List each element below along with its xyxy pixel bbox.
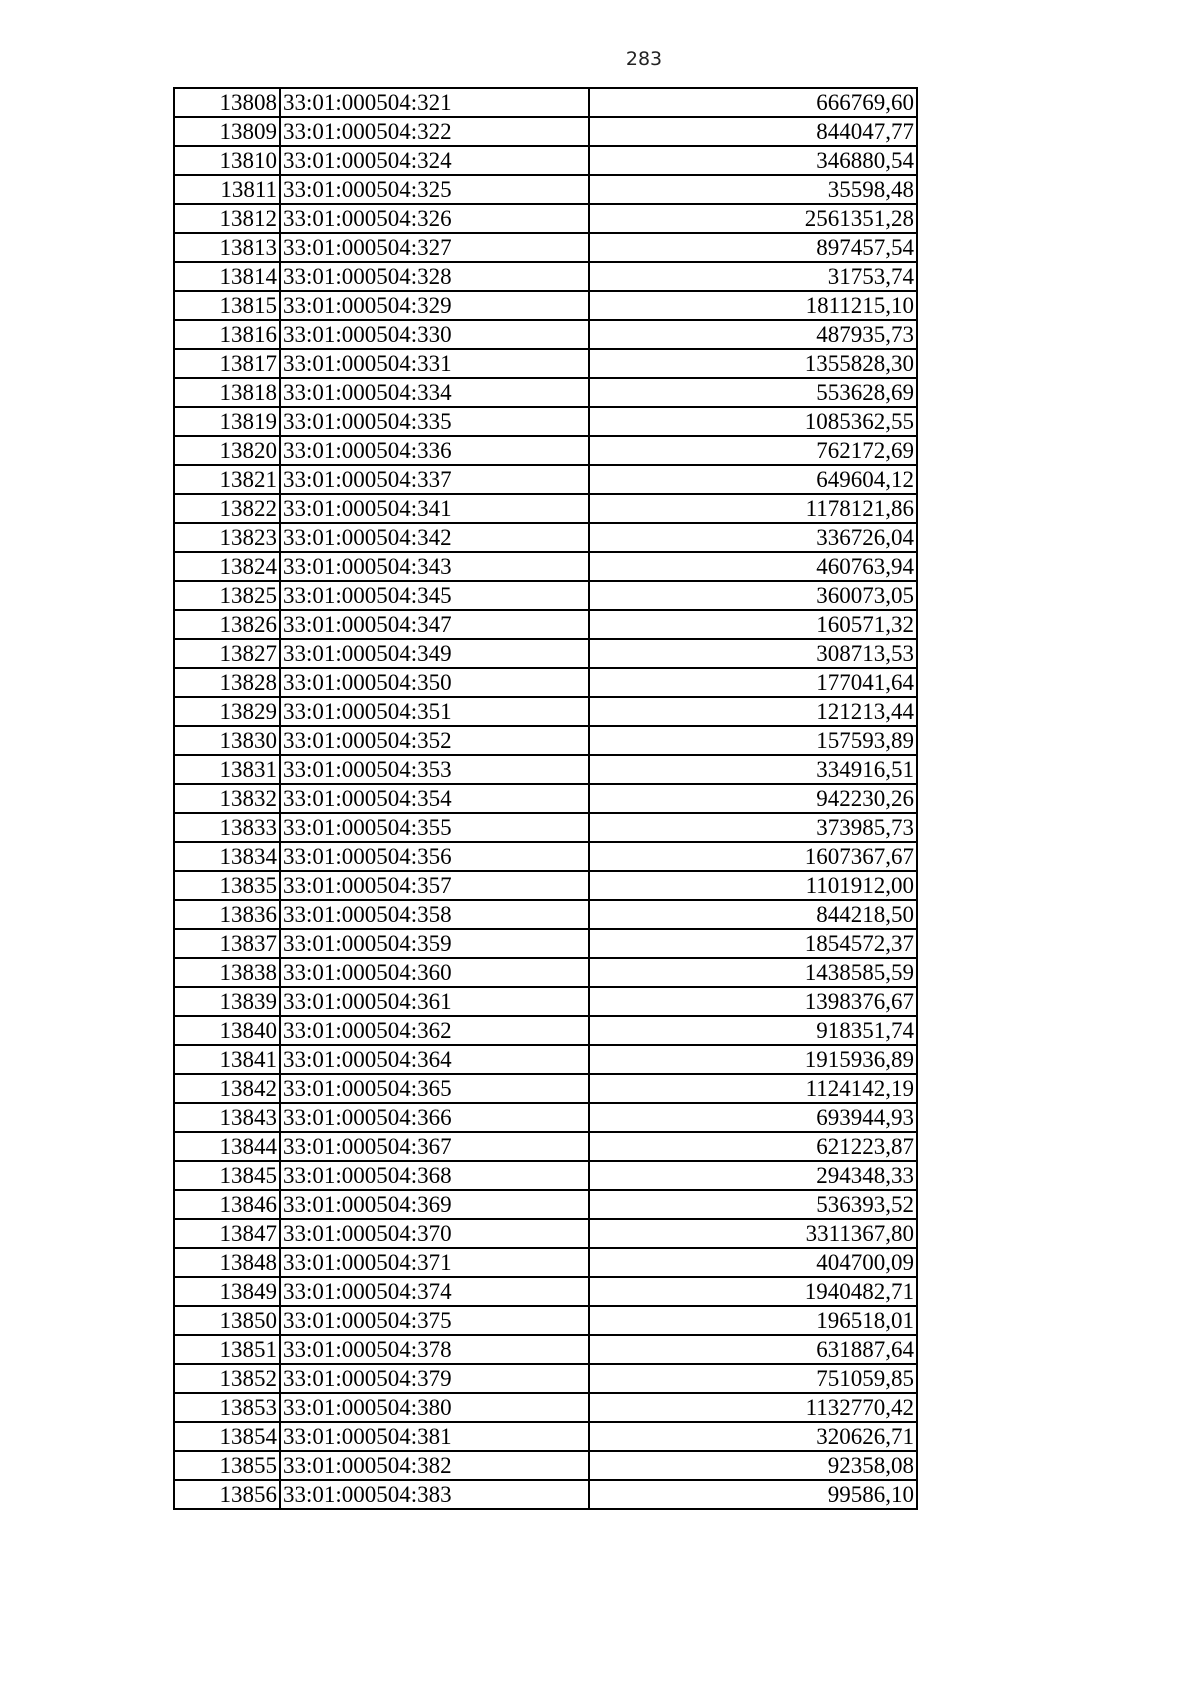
row-number-cell: 13847 xyxy=(174,1219,280,1248)
row-number-cell: 13831 xyxy=(174,755,280,784)
cadastral-number-cell: 33:01:000504:328 xyxy=(280,262,589,291)
cadastral-number-cell: 33:01:000504:331 xyxy=(280,349,589,378)
cadastral-number-cell: 33:01:000504:342 xyxy=(280,523,589,552)
cadastral-value-cell: 1438585,59 xyxy=(589,958,917,987)
table-row xyxy=(174,146,917,175)
cadastral-value-cell: 160571,32 xyxy=(589,610,917,639)
row-number-cell: 13812 xyxy=(174,204,280,233)
cadastral-value-cell: 536393,52 xyxy=(589,1190,917,1219)
cadastral-number-cell: 33:01:000504:378 xyxy=(280,1335,589,1364)
table-row xyxy=(174,523,917,552)
cadastral-number-cell: 33:01:000504:353 xyxy=(280,755,589,784)
cadastral-value-cell: 844218,50 xyxy=(589,900,917,929)
row-number-cell: 13815 xyxy=(174,291,280,320)
row-number-cell: 13810 xyxy=(174,146,280,175)
cadastral-number-cell: 33:01:000504:366 xyxy=(280,1103,589,1132)
row-number-cell: 13825 xyxy=(174,581,280,610)
table-row xyxy=(174,378,917,407)
cadastral-value-cell: 1398376,67 xyxy=(589,987,917,1016)
cadastral-number-cell: 33:01:000504:358 xyxy=(280,900,589,929)
row-number-cell: 13855 xyxy=(174,1451,280,1480)
table-row xyxy=(174,262,917,291)
table-row xyxy=(174,1393,917,1422)
row-number-cell: 13843 xyxy=(174,1103,280,1132)
cadastral-number-cell: 33:01:000504:369 xyxy=(280,1190,589,1219)
cadastral-number-cell: 33:01:000504:379 xyxy=(280,1364,589,1393)
cadastral-number-cell: 33:01:000504:321 xyxy=(280,88,589,117)
table-row xyxy=(174,175,917,204)
table-row xyxy=(174,1335,917,1364)
cadastral-value-cell: 649604,12 xyxy=(589,465,917,494)
cadastral-value-cell: 1811215,10 xyxy=(589,291,917,320)
cadastral-number-cell: 33:01:000504:326 xyxy=(280,204,589,233)
cadastral-value-table xyxy=(173,87,918,1510)
row-number-cell: 13809 xyxy=(174,117,280,146)
cadastral-number-cell: 33:01:000504:359 xyxy=(280,929,589,958)
row-number-cell: 13854 xyxy=(174,1422,280,1451)
table-row xyxy=(174,929,917,958)
row-number-cell: 13829 xyxy=(174,697,280,726)
row-number-cell: 13844 xyxy=(174,1132,280,1161)
table-row xyxy=(174,233,917,262)
row-number-cell: 13853 xyxy=(174,1393,280,1422)
table-row xyxy=(174,871,917,900)
table-row xyxy=(174,494,917,523)
row-number-cell: 13837 xyxy=(174,929,280,958)
table-row xyxy=(174,987,917,1016)
table-row xyxy=(174,842,917,871)
cadastral-number-cell: 33:01:000504:325 xyxy=(280,175,589,204)
cadastral-number-cell: 33:01:000504:357 xyxy=(280,871,589,900)
row-number-cell: 13849 xyxy=(174,1277,280,1306)
cadastral-value-cell: 762172,69 xyxy=(589,436,917,465)
cadastral-number-cell: 33:01:000504:370 xyxy=(280,1219,589,1248)
row-number-cell: 13856 xyxy=(174,1480,280,1509)
row-number-cell: 13850 xyxy=(174,1306,280,1335)
cadastral-number-cell: 33:01:000504:351 xyxy=(280,697,589,726)
row-number-cell: 13846 xyxy=(174,1190,280,1219)
cadastral-number-cell: 33:01:000504:381 xyxy=(280,1422,589,1451)
row-number-cell: 13835 xyxy=(174,871,280,900)
cadastral-value-cell: 693944,93 xyxy=(589,1103,917,1132)
cadastral-value-cell: 621223,87 xyxy=(589,1132,917,1161)
row-number-cell: 13845 xyxy=(174,1161,280,1190)
row-number-cell: 13839 xyxy=(174,987,280,1016)
cadastral-number-cell: 33:01:000504:334 xyxy=(280,378,589,407)
table-row xyxy=(174,552,917,581)
cadastral-number-cell: 33:01:000504:354 xyxy=(280,784,589,813)
cadastral-value-cell: 2561351,28 xyxy=(589,204,917,233)
cadastral-number-cell: 33:01:000504:367 xyxy=(280,1132,589,1161)
row-number-cell: 13820 xyxy=(174,436,280,465)
row-number-cell: 13840 xyxy=(174,1016,280,1045)
cadastral-number-cell: 33:01:000504:347 xyxy=(280,610,589,639)
row-number-cell: 13834 xyxy=(174,842,280,871)
row-number-cell: 13824 xyxy=(174,552,280,581)
table-row xyxy=(174,1248,917,1277)
cadastral-value-cell: 1178121,86 xyxy=(589,494,917,523)
cadastral-number-cell: 33:01:000504:371 xyxy=(280,1248,589,1277)
table-row xyxy=(174,1277,917,1306)
table-row xyxy=(174,436,917,465)
table-row xyxy=(174,726,917,755)
cadastral-number-cell: 33:01:000504:382 xyxy=(280,1451,589,1480)
row-number-cell: 13848 xyxy=(174,1248,280,1277)
row-number-cell: 13841 xyxy=(174,1045,280,1074)
row-number-cell: 13811 xyxy=(174,175,280,204)
table-row xyxy=(174,1190,917,1219)
cadastral-value-cell: 320626,71 xyxy=(589,1422,917,1451)
page-number: 283 xyxy=(625,48,663,70)
table-row xyxy=(174,581,917,610)
table-row xyxy=(174,813,917,842)
row-number-cell: 13832 xyxy=(174,784,280,813)
table-row xyxy=(174,1132,917,1161)
cadastral-number-cell: 33:01:000504:383 xyxy=(280,1480,589,1509)
cadastral-value-cell: 1355828,30 xyxy=(589,349,917,378)
cadastral-value-cell: 360073,05 xyxy=(589,581,917,610)
cadastral-number-cell: 33:01:000504:341 xyxy=(280,494,589,523)
cadastral-number-cell: 33:01:000504:360 xyxy=(280,958,589,987)
table-row xyxy=(174,349,917,378)
cadastral-value-cell: 196518,01 xyxy=(589,1306,917,1335)
table-row xyxy=(174,1161,917,1190)
table-row xyxy=(174,88,917,117)
cadastral-value-cell: 3311367,80 xyxy=(589,1219,917,1248)
cadastral-number-cell: 33:01:000504:343 xyxy=(280,552,589,581)
cadastral-number-cell: 33:01:000504:375 xyxy=(280,1306,589,1335)
row-number-cell: 13830 xyxy=(174,726,280,755)
cadastral-value-cell: 487935,73 xyxy=(589,320,917,349)
cadastral-value-cell: 404700,09 xyxy=(589,1248,917,1277)
cadastral-number-cell: 33:01:000504:355 xyxy=(280,813,589,842)
table-row xyxy=(174,784,917,813)
row-number-cell: 13852 xyxy=(174,1364,280,1393)
cadastral-value-cell: 308713,53 xyxy=(589,639,917,668)
cadastral-number-cell: 33:01:000504:337 xyxy=(280,465,589,494)
row-number-cell: 13838 xyxy=(174,958,280,987)
table-row xyxy=(174,610,917,639)
cadastral-value-cell: 35598,48 xyxy=(589,175,917,204)
cadastral-value-cell: 346880,54 xyxy=(589,146,917,175)
cadastral-value-cell: 751059,85 xyxy=(589,1364,917,1393)
cadastral-number-cell: 33:01:000504:350 xyxy=(280,668,589,697)
row-number-cell: 13823 xyxy=(174,523,280,552)
cadastral-value-cell: 1607367,67 xyxy=(589,842,917,871)
table-row xyxy=(174,697,917,726)
cadastral-value-cell: 897457,54 xyxy=(589,233,917,262)
row-number-cell: 13836 xyxy=(174,900,280,929)
cadastral-number-cell: 33:01:000504:365 xyxy=(280,1074,589,1103)
table-row xyxy=(174,1016,917,1045)
cadastral-number-cell: 33:01:000504:362 xyxy=(280,1016,589,1045)
table-row xyxy=(174,1103,917,1132)
row-number-cell: 13817 xyxy=(174,349,280,378)
table-row xyxy=(174,1451,917,1480)
row-number-cell: 13822 xyxy=(174,494,280,523)
row-number-cell: 13827 xyxy=(174,639,280,668)
cadastral-value-cell: 1124142,19 xyxy=(589,1074,917,1103)
cadastral-value-cell: 177041,64 xyxy=(589,668,917,697)
cadastral-number-cell: 33:01:000504:380 xyxy=(280,1393,589,1422)
cadastral-value-cell: 121213,44 xyxy=(589,697,917,726)
cadastral-number-cell: 33:01:000504:327 xyxy=(280,233,589,262)
cadastral-value-cell: 460763,94 xyxy=(589,552,917,581)
table-row xyxy=(174,1422,917,1451)
table-row xyxy=(174,320,917,349)
cadastral-value-cell: 31753,74 xyxy=(589,262,917,291)
cadastral-number-cell: 33:01:000504:336 xyxy=(280,436,589,465)
cadastral-value-cell: 1101912,00 xyxy=(589,871,917,900)
table-row xyxy=(174,465,917,494)
cadastral-value-cell: 1085362,55 xyxy=(589,407,917,436)
cadastral-value-cell: 92358,08 xyxy=(589,1451,917,1480)
table-row xyxy=(174,1045,917,1074)
row-number-cell: 13842 xyxy=(174,1074,280,1103)
cadastral-value-cell: 336726,04 xyxy=(589,523,917,552)
table-row xyxy=(174,1219,917,1248)
cadastral-number-cell: 33:01:000504:352 xyxy=(280,726,589,755)
row-number-cell: 13821 xyxy=(174,465,280,494)
cadastral-number-cell: 33:01:000504:322 xyxy=(280,117,589,146)
cadastral-value-cell: 553628,69 xyxy=(589,378,917,407)
cadastral-number-cell: 33:01:000504:345 xyxy=(280,581,589,610)
row-number-cell: 13851 xyxy=(174,1335,280,1364)
table-row xyxy=(174,668,917,697)
row-number-cell: 13826 xyxy=(174,610,280,639)
cadastral-value-cell: 334916,51 xyxy=(589,755,917,784)
cadastral-value-cell: 373985,73 xyxy=(589,813,917,842)
cadastral-value-cell: 631887,64 xyxy=(589,1335,917,1364)
table-row xyxy=(174,639,917,668)
row-number-cell: 13819 xyxy=(174,407,280,436)
table-body xyxy=(174,88,917,1509)
table-row xyxy=(174,1480,917,1509)
cadastral-number-cell: 33:01:000504:330 xyxy=(280,320,589,349)
cadastral-value-cell: 918351,74 xyxy=(589,1016,917,1045)
cadastral-value-cell: 157593,89 xyxy=(589,726,917,755)
table-row xyxy=(174,1074,917,1103)
cadastral-value-cell: 1940482,71 xyxy=(589,1277,917,1306)
cadastral-number-cell: 33:01:000504:356 xyxy=(280,842,589,871)
cadastral-number-cell: 33:01:000504:368 xyxy=(280,1161,589,1190)
cadastral-value-cell: 294348,33 xyxy=(589,1161,917,1190)
cadastral-value-cell: 844047,77 xyxy=(589,117,917,146)
table-row xyxy=(174,407,917,436)
cadastral-number-cell: 33:01:000504:329 xyxy=(280,291,589,320)
cadastral-value-cell: 942230,26 xyxy=(589,784,917,813)
table-row xyxy=(174,755,917,784)
cadastral-number-cell: 33:01:000504:374 xyxy=(280,1277,589,1306)
row-number-cell: 13808 xyxy=(174,88,280,117)
cadastral-number-cell: 33:01:000504:324 xyxy=(280,146,589,175)
table-row xyxy=(174,1306,917,1335)
cadastral-number-cell: 33:01:000504:349 xyxy=(280,639,589,668)
cadastral-value-cell: 1132770,42 xyxy=(589,1393,917,1422)
row-number-cell: 13813 xyxy=(174,233,280,262)
row-number-cell: 13814 xyxy=(174,262,280,291)
cadastral-number-cell: 33:01:000504:364 xyxy=(280,1045,589,1074)
cadastral-value-cell: 666769,60 xyxy=(589,88,917,117)
table-row xyxy=(174,117,917,146)
row-number-cell: 13818 xyxy=(174,378,280,407)
table-row xyxy=(174,204,917,233)
cadastral-number-cell: 33:01:000504:335 xyxy=(280,407,589,436)
row-number-cell: 13828 xyxy=(174,668,280,697)
table-row xyxy=(174,291,917,320)
table-row xyxy=(174,958,917,987)
table-row xyxy=(174,900,917,929)
cadastral-value-cell: 1854572,37 xyxy=(589,929,917,958)
cadastral-number-cell: 33:01:000504:361 xyxy=(280,987,589,1016)
cadastral-value-cell: 99586,10 xyxy=(589,1480,917,1509)
cadastral-value-cell: 1915936,89 xyxy=(589,1045,917,1074)
row-number-cell: 13833 xyxy=(174,813,280,842)
row-number-cell: 13816 xyxy=(174,320,280,349)
table-row xyxy=(174,1364,917,1393)
